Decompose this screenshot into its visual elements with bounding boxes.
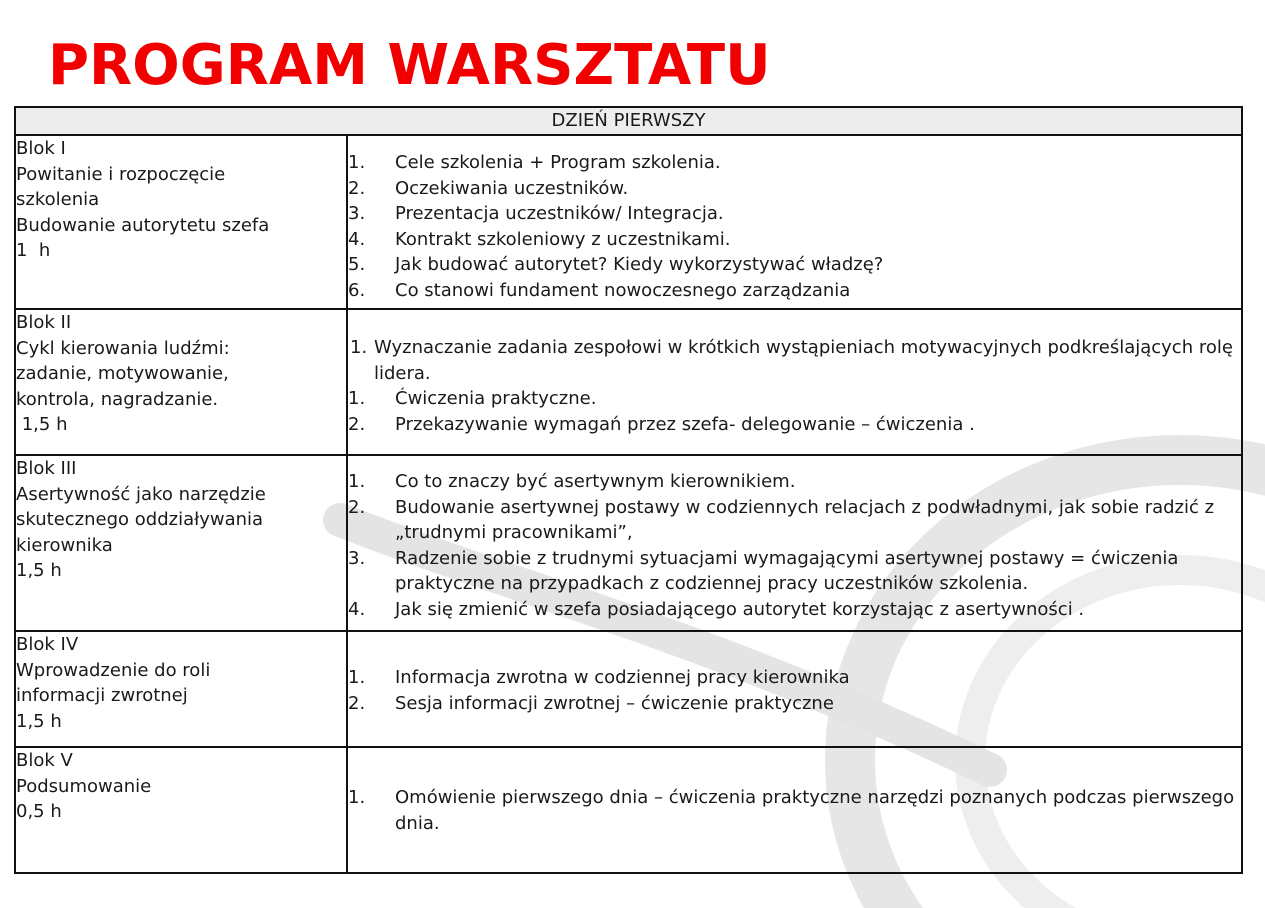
block-row bbox=[15, 309, 1242, 455]
item-text: Prezentacja uczestników/ Integracja. bbox=[395, 203, 724, 224]
block-row bbox=[15, 631, 1242, 747]
item-text: Cele szkolenia + Program szkolenia. bbox=[395, 152, 721, 173]
item-number: 1. bbox=[348, 667, 366, 688]
agenda-item bbox=[348, 665, 1241, 691]
block-line: kierownika bbox=[16, 534, 113, 556]
block-info bbox=[15, 135, 347, 309]
block-agenda bbox=[347, 135, 1242, 309]
item-number: 1. bbox=[348, 787, 366, 808]
agenda-item bbox=[348, 201, 1241, 227]
agenda-item bbox=[348, 227, 1241, 253]
item-text: Przekazywanie wymagań przez szefa- delegowanie – ćwiczenia . bbox=[395, 413, 975, 435]
block-line: szkolenia bbox=[16, 189, 100, 210]
block-row bbox=[15, 135, 1242, 309]
block-line: kontrola, nagradzanie. bbox=[16, 388, 219, 410]
block-row bbox=[15, 455, 1242, 631]
schedule-table bbox=[14, 106, 1243, 874]
item-text: Jak się zmienić w szefa posiadającego autorytet korzystając z asertywności . bbox=[395, 598, 1085, 620]
item-number: 1. bbox=[348, 471, 366, 492]
block-line: Wprowadzenie do roli bbox=[16, 659, 211, 681]
agenda-item bbox=[348, 278, 1241, 304]
block-agenda bbox=[347, 455, 1242, 631]
agenda-item bbox=[348, 386, 1241, 412]
block-duration: 0,5 h bbox=[16, 801, 62, 822]
block-duration: 1,5 h bbox=[16, 710, 62, 732]
block-title: Blok V bbox=[16, 750, 73, 771]
block-duration: 1,5 h bbox=[16, 560, 62, 581]
item-number: 5. bbox=[348, 254, 366, 275]
item-number: 1. bbox=[348, 152, 366, 173]
agenda-item bbox=[348, 691, 1241, 717]
block-duration: 1,5 h bbox=[16, 414, 68, 435]
agenda-item bbox=[348, 252, 1241, 278]
item-number: 4. bbox=[348, 228, 366, 250]
block-title: Blok III bbox=[16, 458, 77, 479]
block-info bbox=[15, 309, 347, 455]
agenda-item bbox=[348, 412, 1241, 438]
agenda-item bbox=[348, 150, 1241, 176]
item-text: Co to znaczy być asertywnym kierownikiem. bbox=[395, 471, 796, 492]
block-title: Blok II bbox=[16, 312, 72, 333]
item-text: Budowanie asertywnej postawy w codziennych relacjach z podwładnymi, jak sobie radzić z „trudnymi pracownikami”, bbox=[395, 496, 1215, 543]
item-number: 3. bbox=[348, 203, 366, 224]
block-line: Asertywność jako narzędzie bbox=[16, 483, 266, 505]
block-row bbox=[15, 747, 1242, 873]
item-text: Oczekiwania uczestników. bbox=[395, 177, 629, 199]
item-text: Wyznaczanie zadania zespołowi w krótkich wystąpieniach motywacyjnych podkreślających rolę lidera. bbox=[374, 337, 1233, 384]
block-duration: 1 h bbox=[16, 240, 51, 261]
agenda-item bbox=[348, 176, 1241, 202]
block-agenda bbox=[347, 747, 1242, 873]
item-number: 2. bbox=[348, 496, 366, 518]
block-title: Blok IV bbox=[16, 634, 79, 655]
block-line: zadanie, motywowanie, bbox=[16, 363, 229, 384]
block-line: skutecznego oddziaływania bbox=[16, 509, 264, 530]
item-number: 2. bbox=[348, 692, 366, 714]
day-header: DZIEŃ PIERWSZY bbox=[15, 107, 1242, 135]
item-number: 2. bbox=[348, 413, 366, 435]
item-text: Informacja zwrotna w codziennej pracy kierownika bbox=[395, 667, 850, 688]
item-text: Omówienie pierwszego dnia – ćwiczenia praktyczne narzędzi poznanych podczas pierwszego dnia. bbox=[395, 787, 1235, 834]
block-info bbox=[15, 747, 347, 873]
item-number: 4. bbox=[348, 598, 366, 620]
item-number: 2. bbox=[348, 177, 366, 199]
item-text: Sesja informacji zwrotnej – ćwiczenie praktyczne bbox=[395, 692, 834, 714]
agenda-item bbox=[348, 495, 1241, 546]
day-header-row bbox=[15, 107, 1242, 135]
block-line: informacji zwrotnej bbox=[16, 685, 188, 706]
block-agenda bbox=[347, 309, 1242, 455]
item-number: 1. bbox=[348, 388, 366, 409]
item-text: Kontrakt szkoleniowy z uczestnikami. bbox=[395, 228, 731, 250]
block-title: Blok I bbox=[16, 138, 66, 159]
block-info bbox=[15, 631, 347, 747]
item-number: 1. bbox=[350, 337, 368, 358]
item-text: Radzenie sobie z trudnymi sytuacjami wymagającymi asertywnej postawy = ćwiczenia praktyczne na przypadkach z codziennej pracy uczestników szkolenia. bbox=[395, 547, 1179, 594]
block-line: Podsumowanie bbox=[16, 775, 152, 797]
item-text: Co stanowi fundament nowoczesnego zarządzania bbox=[395, 279, 851, 301]
page-title: PROGRAM WARSZTATU bbox=[48, 33, 771, 98]
block-line: Powitanie i rozpoczęcie bbox=[16, 163, 226, 185]
agenda-item bbox=[350, 335, 1241, 386]
agenda-item bbox=[348, 546, 1241, 597]
item-number: 6. bbox=[348, 279, 366, 301]
block-info bbox=[15, 455, 347, 631]
item-text: Jak budować autorytet? Kiedy wykorzystywać władzę? bbox=[395, 254, 884, 275]
block-line: Cykl kierowania ludźmi: bbox=[16, 337, 230, 359]
item-number: 3. bbox=[348, 547, 366, 569]
block-line: Budowanie autorytetu szefa bbox=[16, 214, 270, 236]
agenda-item bbox=[348, 785, 1241, 836]
agenda-item bbox=[348, 597, 1241, 623]
item-text: Ćwiczenia praktyczne. bbox=[395, 388, 597, 409]
block-agenda bbox=[347, 631, 1242, 747]
agenda-item bbox=[348, 469, 1241, 495]
